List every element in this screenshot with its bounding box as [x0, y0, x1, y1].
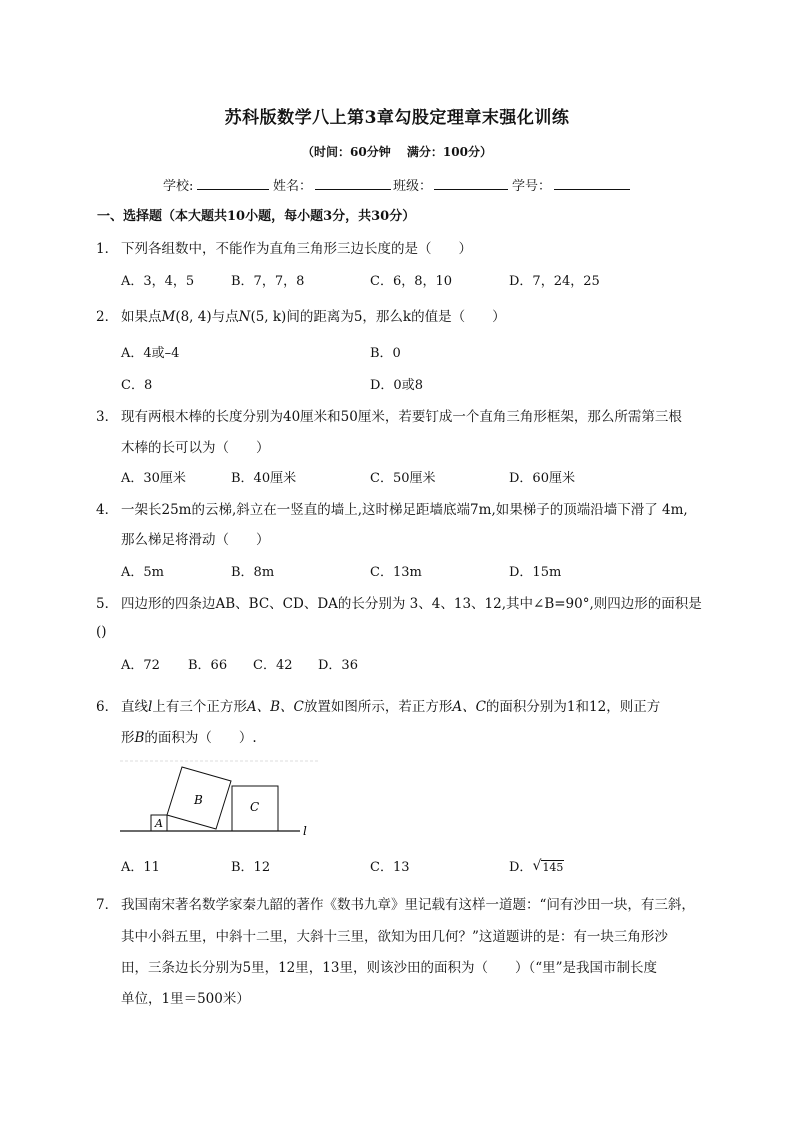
squares-ac: A、C [452, 699, 486, 715]
q5-option-d[interactable]: D．36 [318, 658, 358, 673]
question-text: 如果点 [121, 309, 162, 325]
q3-option-d[interactable]: D．60厘米 [509, 471, 575, 486]
q3-option-b[interactable]: B．40厘米 [231, 471, 297, 486]
line-l: l [148, 699, 153, 715]
q4-option-c[interactable]: C．13m [370, 565, 422, 580]
exam-time-score: （时间：60分钟 满分：100分） [302, 145, 492, 159]
point-m: M [161, 309, 176, 325]
q2-option-d[interactable]: D．0或8 [370, 378, 423, 393]
class-label: 班级： [393, 179, 433, 194]
question-text: 直线 [121, 699, 148, 715]
q6-option-b[interactable]: B．12 [231, 860, 271, 875]
question-7 [96, 893, 695, 913]
number-label: 学号： [512, 179, 552, 194]
question-text: 我国南宋著名数学家秦九韶的著作《数书九章》里记载有这样一道题：“问有沙田一块，有三斜， [121, 897, 695, 913]
question-number: 4． [96, 502, 119, 518]
question-3 [96, 405, 682, 425]
option-letter: D． [509, 860, 533, 875]
squares-abc: A、B、C [246, 699, 304, 715]
q4-option-d[interactable]: D．15m [509, 565, 562, 580]
q5-option-b[interactable]: B．66 [188, 658, 228, 673]
q4-option-b[interactable]: B．8m [231, 565, 275, 580]
question-text: 下列各组数中，不能作为直角三角形三边长度的是（ ） [121, 241, 472, 257]
school-blank[interactable] [197, 175, 269, 191]
q2-option-c[interactable]: C．8 [121, 378, 153, 393]
question-6 [96, 695, 661, 715]
question-text: 与点 [211, 309, 239, 325]
question-1 [96, 237, 472, 257]
question-text: 四边形的四条边AB、BC、CD、DA的长分别为 3、4、13、12,其中∠B=90°,则四边形的面积是 [121, 596, 702, 612]
question-text: 形 [121, 730, 135, 746]
name-blank[interactable] [315, 175, 391, 191]
question-2 [96, 305, 506, 325]
section-heading: 一、选择题（本大题共10小题，每小题3分，共30分） [97, 209, 416, 224]
sqrt-value: 145 [542, 861, 564, 874]
question-number: 1． [96, 241, 119, 257]
squares-figure [118, 757, 323, 841]
question-text: 一架长25m的云梯,斜立在一竖直的墙上,这时梯足距墙底端7m,如果梯子的顶端沿墙下滑了 4m, [121, 502, 688, 518]
q1-option-d[interactable]: D．7，24，25 [509, 274, 600, 289]
point-n-coords: (5, k) [250, 309, 287, 325]
q6-option-a[interactable]: A．11 [121, 860, 160, 875]
q1-option-c[interactable]: C．6，8，10 [370, 274, 453, 289]
question-text: 现有两根木棒的长度分别为40厘米和50厘米，若要钉成一个直角三角形框架，那么所需第三根 [121, 409, 682, 425]
question-6-continued [121, 726, 257, 746]
question-text: 上有三个正方形 [152, 699, 247, 715]
label-b: B [194, 793, 203, 807]
q3-option-a[interactable]: A．30厘米 [121, 471, 186, 486]
name-label: 姓名： [273, 179, 313, 194]
question-5-continued: () [96, 624, 107, 640]
question-7-line-4: 单位，1里＝500米） [121, 991, 250, 1007]
q6-option-c[interactable]: C．13 [370, 860, 410, 875]
q5-option-a[interactable]: A．72 [121, 658, 160, 673]
q2-option-b[interactable]: B．0 [370, 346, 401, 361]
square-b: B [134, 730, 145, 746]
q1-option-a[interactable]: A．3，4，5 [121, 274, 195, 289]
question-3-continued: 木棒的长可以为（ ） [121, 440, 270, 456]
question-5 [96, 592, 702, 612]
question-text: 间的距离为5，那么k的值是（ ） [286, 309, 506, 325]
label-c: C [250, 800, 260, 814]
question-text: 放置如图所示，若正方形 [303, 699, 453, 715]
q4-option-a[interactable]: A．5m [121, 565, 164, 580]
sqrt-expression: √ 145 [532, 858, 564, 874]
question-7-line-3: 田，三条边长分别为5里，12里，13里，则该沙田的面积为（ ）（“里”是我国市制长度 [121, 960, 657, 976]
question-text: 的面积分别为1和12，则正方 [485, 699, 661, 715]
question-number: 7． [96, 897, 119, 913]
question-7-line-2: 其中小斜五里，中斜十二里，大斜十三里，欲知为田几何？”这道题讲的是：有一块三角形沙 [121, 929, 668, 945]
page-title: 苏科版数学八上第3章勾股定理章末强化训练 [224, 108, 570, 128]
q1-option-b[interactable]: B．7，7，8 [231, 274, 305, 289]
question-number: 3． [96, 409, 119, 425]
question-text: 的面积为（ ）. [144, 730, 257, 746]
class-blank[interactable] [434, 175, 508, 191]
school-label: 学校: [163, 179, 194, 194]
label-a: A [155, 817, 163, 830]
question-4 [96, 498, 688, 518]
question-4-continued: 那么梯足将滑动（ ） [121, 532, 270, 548]
q3-option-c[interactable]: C．50厘米 [370, 471, 436, 486]
q2-option-a[interactable]: A．4或–4 [121, 346, 180, 361]
number-blank[interactable] [554, 175, 630, 191]
point-m-coords: (8, 4) [175, 309, 212, 325]
q6-option-d[interactable] [509, 856, 564, 875]
question-number: 6． [96, 699, 119, 715]
question-number: 2． [96, 309, 119, 325]
point-n: N [238, 309, 251, 325]
question-number: 5． [96, 596, 119, 612]
label-l: l [303, 824, 307, 838]
q5-option-c[interactable]: C．42 [253, 658, 293, 673]
